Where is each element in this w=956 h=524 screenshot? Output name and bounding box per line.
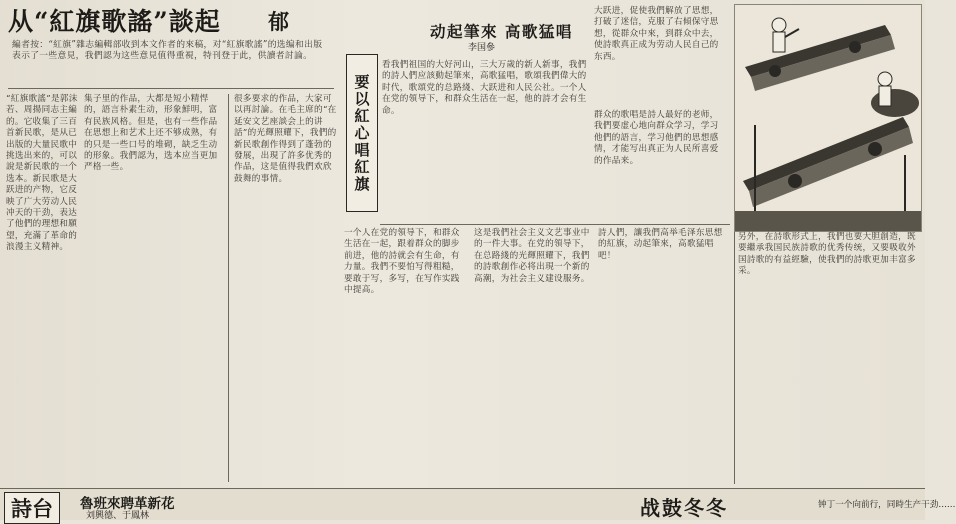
- slogan-box: [346, 54, 378, 212]
- footer-title-right: 战鼓冬冬: [640, 496, 728, 520]
- footer-snippet: 钟丁一个向前行，同時生产干劲……: [818, 500, 956, 510]
- slogan-text: 要以紅心唱紅旗: [352, 73, 371, 193]
- article-left-col2: 集子里的作品，大都是短小精悍的，語言朴素生动，形象鮮明，富有民族风格。但是，也有一些作品在思想上和艺术上还不够成熟，有的只是一些口号的堆砌，缺乏生动的形象。我們認为，选本应当更加严格一些。: [84, 94, 218, 173]
- footer-title-left: 魯班來聘革新花: [80, 496, 175, 512]
- article-left-col3: 很多要求的作品，大家可以再討論。在毛主席的“在延安文艺座談会上的讲話”的光輝照耀下，我們的新民歌創作得到了蓬勃的發展，出現了許多优秀的作品，这是值得我們欢欣鼓舞的事情。: [234, 94, 337, 184]
- article-center-col1: 看我們祖国的大好河山，三大万歲的新人新事，我們的詩人們应該動起筆來，高歌猛唱，歌頌我們偉大的时代，歌頌党的总路綫、大跃进和人民公社。一个人在党的領导下，和群众生活在一起，他的詩才会有生命。: [382, 60, 587, 116]
- col-divider: [228, 94, 229, 482]
- article-center-col3: 群众的歌唱是詩人最好的老师，我們要虚心地向群众学习，学习他們的語言，学习他們的思想感情，才能写出真正为人民所喜爱的作品来。: [594, 110, 719, 166]
- article-left-author: 郁: [268, 9, 289, 34]
- article-bottom-col1: 一个人在党的領导下，和群众生活在一起，跟着群众的脚步前进，他的詩就会有生命，有力量。我們不要怕写得粗糙，要敢于写，多写，在写作实践中提高。: [344, 228, 460, 296]
- footer-rule: [0, 488, 925, 489]
- footer-authors-left: 刘興德、于鳳林: [86, 511, 150, 521]
- article-bottom-col4: 另外，在詩歌形式上，我們也要大胆創造，既要繼承我国民族詩歌的优秀传统，又要吸收外国詩歌的有益經驗，使我們的詩歌更加丰富多采。: [738, 232, 916, 277]
- article-center-headline: 动起筆來 高歌猛唱: [430, 22, 573, 41]
- article-center-author: 李国參: [468, 43, 496, 53]
- center-rule: [380, 224, 730, 225]
- article-left-intro: 編者按：“紅旗”雜志編輯部收到本文作者的來稿，对“紅旗歌謠”的选编和出版表示了一些意見，我們認为这些意見值得重視，特刊登于此，供讀者討論。: [12, 40, 323, 61]
- conveyor-illustration: [734, 4, 922, 232]
- intro-rule: [8, 88, 334, 89]
- article-bottom-col2: 这是我們社会主义文艺事业中的一件大事。在党的領导下，在总路綫的光輝照耀下，我們的詩歌創作必将出現一个新的高潮，为社会主义建设服务。: [474, 228, 590, 284]
- article-bottom-col3: 詩人們，讓我們高举毛泽东思想的紅旗，动起筆來，高歌猛唱吧！: [598, 228, 723, 261]
- footer-section-label: 詩台: [4, 492, 60, 524]
- right-divider: [734, 232, 735, 484]
- article-left-headline: 从“紅旗歌謠”談起: [8, 7, 221, 36]
- conveyor-drawing: [735, 5, 921, 231]
- article-center-col2: 大跃进，促使我們解放了思想，打破了迷信，克服了右傾保守思想，從群众中來，到群众中去，使詩歌真正成为劳动人民自己的东西。: [594, 6, 719, 62]
- article-left-col1: “紅旗歌謠”是郭沫若、周揚同志主編的。它收集了三百首新民歌，是从已出版的大量民歌中挑选出来的，可以說是新民歌的一个选本。新民歌是大跃进的产物，它反映了广大劳动人民冲天的干劲，表达了他們的理想和願望，充滿了革命的浪漫主义精神。: [6, 94, 78, 253]
